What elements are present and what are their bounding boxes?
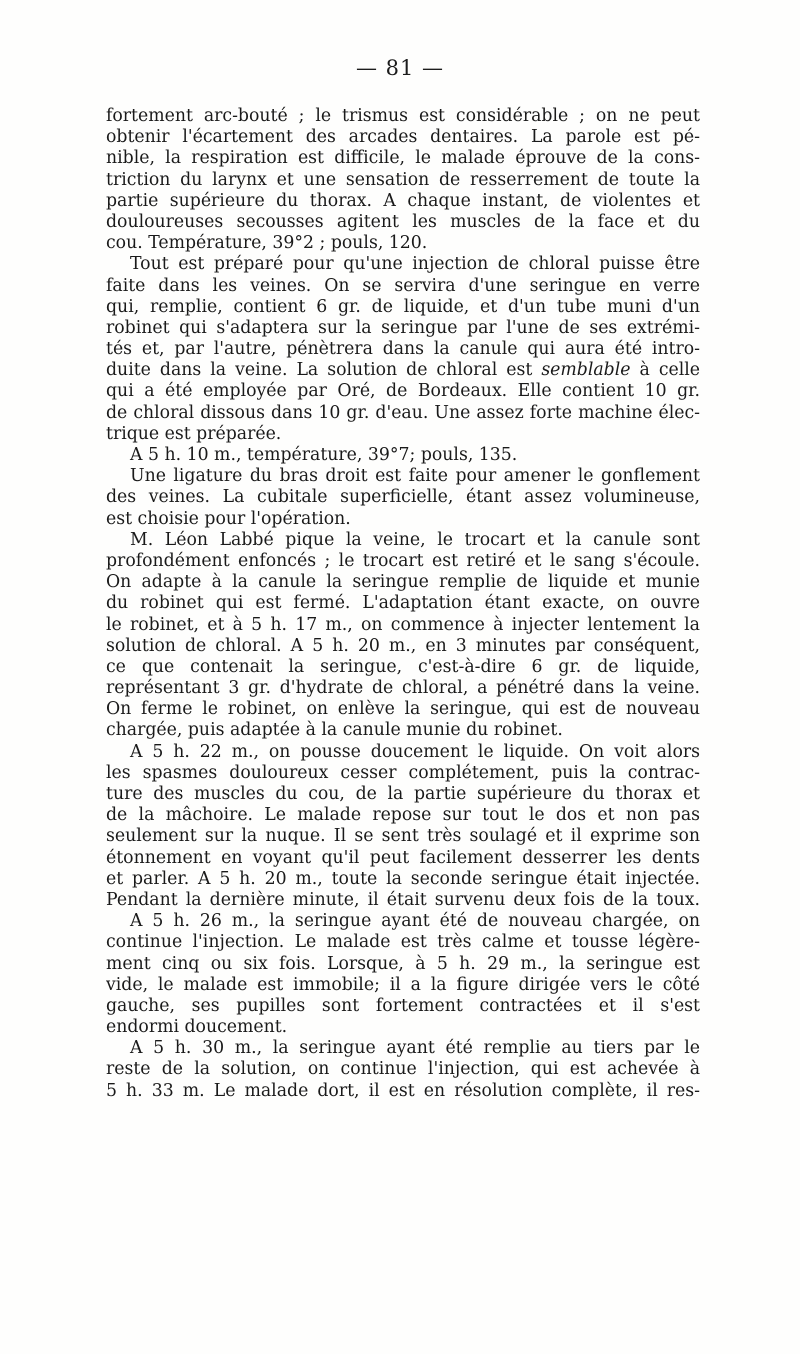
text-line: A 5 h. 26 m., la seringue ayant été de nouveau chargée, on	[130, 911, 700, 932]
text-line: nible, la respiration est difficile, le malade éprouve de la cons-	[106, 148, 700, 169]
text-line: de la mâchoire. Le malade repose sur tout le dos et non pas	[106, 805, 700, 826]
text-line: cou. Température, 39°2 ; pouls, 120.	[106, 233, 428, 254]
text-line: A 5 h. 22 m., on pousse doucement le liquide. On voit alors	[130, 741, 700, 762]
text-line: partie supérieure du thorax. A chaque instant, de violentes et	[106, 190, 700, 211]
text-line: seulement sur la nuque. Il se sent très soulagé et il exprime son	[106, 826, 700, 847]
text-line: vide, le malade est immobile; il a la figure dirigée vers le côté	[106, 974, 700, 995]
text-line: On adapte à la canule la seringue remplie de liquide et munie	[106, 572, 700, 593]
text-line: douloureuses secousses agitent les muscles de la face et du	[106, 211, 700, 232]
text-line: est choisie pour l'opération.	[106, 508, 351, 529]
text-line: continue l'injection. Le malade est très calme et tousse légère-	[106, 932, 700, 953]
text-line: étonnement en voyant qu'il peut facilement desserrer les dents	[106, 847, 700, 868]
text-line: ment cinq ou six fois. Lorsque, à 5 h. 29 m., la seringue est	[106, 953, 700, 974]
text-line: solution de chloral. A 5 h. 20 m., en 3 minutes par conséquent,	[106, 635, 700, 656]
text-line: des veines. La cubitale superficielle, étant assez volumineuse,	[106, 487, 700, 508]
text-line: le robinet, et à 5 h. 17 m., on commence à injecter lentement la	[106, 614, 700, 635]
text-line: qui, remplie, contient 6 gr. de liquide, et d'un tube muni d'un	[106, 296, 700, 317]
text-line: On ferme le robinet, on enlève la seringue, qui est de nouveau	[106, 699, 700, 720]
text-line: endormi doucement.	[106, 1017, 288, 1038]
text-line: Une ligature du bras droit est faite pour amener le gonflement	[130, 466, 700, 487]
text-line: tés et, par l'autre, pénètrera dans la canule qui aura été intro-	[106, 339, 700, 360]
text-line: de chloral dissous dans 10 gr. d'eau. Une assez forte machine élec-	[106, 402, 700, 423]
text-line: du robinet qui est fermé. L'adaptation étant exacte, on ouvre	[106, 593, 700, 614]
body-text	[106, 106, 700, 1102]
text-line: A 5 h. 30 m., la seringue ayant été remplie au tiers par le	[130, 1038, 700, 1059]
text-line: duite dans la veine. La solution de chloral est semblable à celle	[106, 360, 700, 381]
text-line: gauche, ses pupilles sont fortement contractées et il s'est	[106, 995, 700, 1016]
text-line: ture des muscles du cou, de la partie supérieure du thorax et	[106, 784, 700, 804]
italic-word: semblable	[541, 360, 631, 381]
text-line: robinet qui s'adaptera sur la seringue par l'une de ses extrémi-	[106, 317, 700, 338]
text-line: faite dans les veines. On se servira d'une seringue en verre	[106, 275, 700, 296]
text-line: Pendant la dernière minute, il était survenu deux fois de la toux.	[106, 889, 700, 910]
text-line: A 5 h. 10 m., température, 39°7; pouls, 135.	[130, 445, 518, 465]
text-line: M. Léon Labbé pique la veine, le trocart et la canule sont	[130, 529, 700, 550]
text-line: et parler. A 5 h. 20 m., toute la seconde seringue était injectée.	[106, 868, 700, 889]
text-line: ce que contenait la seringue, c'est-à-dire 6 gr. de liquide,	[106, 656, 700, 677]
text-line: représentant 3 gr. d'hydrate de chloral, a pénétré dans la veine.	[106, 678, 700, 699]
text-line: les spasmes douloureux cesser complétement, puis la contrac-	[106, 762, 700, 783]
text-line: reste de la solution, on continue l'injection, qui est achevée à	[106, 1059, 700, 1080]
text-line: Tout est préparé pour qu'une injection de chloral puisse être	[130, 254, 700, 275]
page-number: — 81 —	[355, 56, 445, 80]
text-line: chargée, puis adaptée à la canule munie du robinet.	[106, 720, 563, 741]
text-line: obtenir l'écartement des arcades dentaires. La parole est pé-	[106, 127, 700, 148]
text-line: triction du larynx et une sensation de resserrement de toute la	[106, 169, 700, 190]
text-line: profondément enfoncés ; le trocart est retiré et le sang s'écoule.	[106, 550, 700, 571]
text-line: qui a été employée par Oré, de Bordeaux. Elle contient 10 gr.	[106, 381, 700, 402]
text-line: 5 h. 33 m. Le malade dort, il est en résolution complète, il res-	[106, 1080, 700, 1101]
text-line: trique est préparée.	[106, 423, 282, 444]
text-line: fortement arc-bouté ; le trismus est considérable ; on ne peut	[106, 106, 700, 126]
